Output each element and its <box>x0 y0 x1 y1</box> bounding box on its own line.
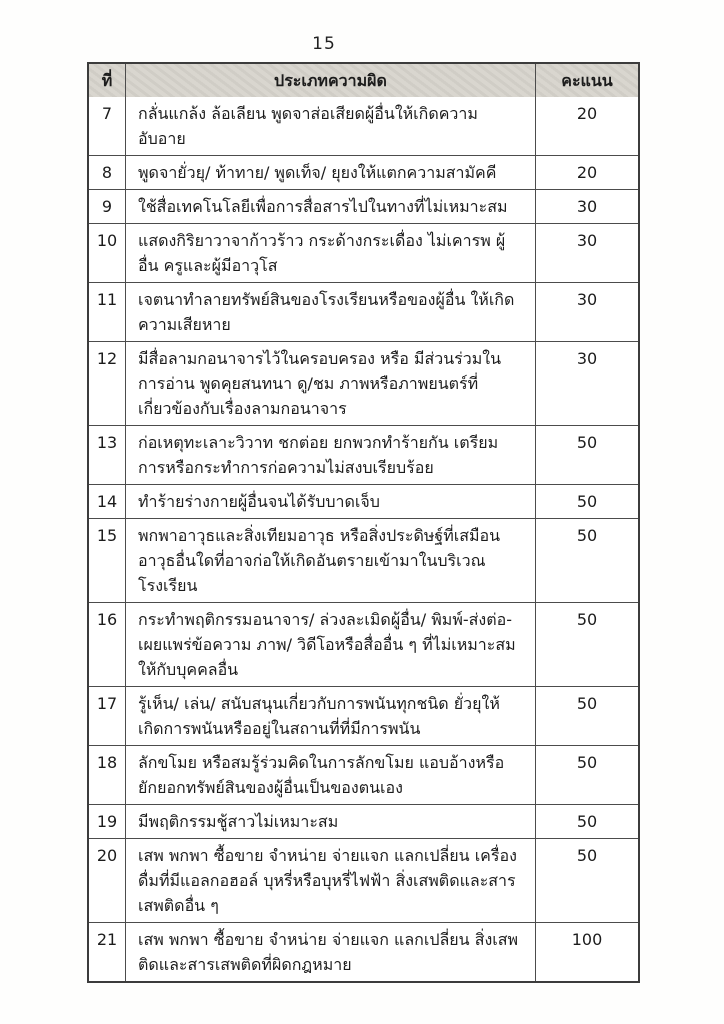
table-row <box>89 804 638 838</box>
table-row <box>89 341 638 425</box>
table-row <box>89 686 638 745</box>
offense-description-cell: ใช้สื่อเทคโนโลยีเพื่อการสื่อสารไปในทางที่ไม่เหมาะสม <box>125 190 536 223</box>
offense-description-cell: พกพาอาวุธและสิ่งเทียมอาวุธ หรือสิ่งประดิษฐ์ที่เสมือนอาวุธอื่นใดที่อาจก่อให้เกิดอันตรายเข้ามาในบริเวณโรงเรียน <box>125 519 536 602</box>
offense-description-cell: เสพ พกพา ซื้อขาย จำหน่าย จ่ายแจก แลกเปลี่ยน เครื่องดื่มที่มีแอลกอฮอล์ บุหรี่หรือบุหรี่ไฟฟ้า สิ่งเสพติดและสารเสพติดอื่น ๆ <box>125 839 536 922</box>
points-cell: 20 <box>576 104 598 123</box>
points-cell: 20 <box>576 163 598 182</box>
table-row <box>89 922 638 981</box>
table-row <box>89 602 638 686</box>
points-cell: 30 <box>576 197 598 216</box>
offense-description-cell: มีพฤติกรรมชู้สาวไม่เหมาะสม <box>125 805 536 838</box>
table-row <box>89 97 638 155</box>
points-cell: 30 <box>576 349 598 368</box>
points-cell: 30 <box>576 290 598 309</box>
offense-table-body <box>89 97 638 981</box>
row-number-cell: 14 <box>96 492 118 511</box>
table-row <box>89 155 638 189</box>
row-number-cell: 12 <box>96 349 118 368</box>
offense-description-cell: แสดงกิริยาวาจาก้าวร้าว กระด้างกระเดื่อง ไม่เคารพ ผู้อื่น ครูและผู้มีอาวุโส <box>125 224 536 282</box>
points-cell: 30 <box>576 231 598 250</box>
offense-description-cell: เจตนาทำลายทรัพย์สินของโรงเรียนหรือของผู้อื่น ให้เกิดความเสียหาย <box>125 283 536 341</box>
row-number-cell: 16 <box>96 610 118 629</box>
points-cell: 50 <box>576 610 598 629</box>
points-cell: 50 <box>576 753 598 772</box>
table-row <box>89 838 638 922</box>
row-number-cell: 15 <box>96 526 118 545</box>
offense-description-cell: พูดจายั่วยุ/ ท้าทาย/ พูดเท็จ/ ยุยงให้แตกความสามัคคี <box>125 156 536 189</box>
row-number-cell: 9 <box>101 197 113 216</box>
table-row <box>89 518 638 602</box>
points-cell: 50 <box>576 694 598 713</box>
offense-description-cell: เสพ พกพา ซื้อขาย จำหน่าย จ่ายแจก แลกเปลี่ยน สิ่งเสพติดและสารเสพติดที่ผิดกฎหมาย <box>125 923 536 981</box>
offense-description-cell: ลักขโมย หรือสมรู้ร่วมคิดในการลักขโมย แอบอ้างหรือยักยอกทรัพย์สินของผู้อื่นเป็นของตนเอง <box>125 746 536 804</box>
table-row <box>89 745 638 804</box>
offense-description-cell: รู้เห็น/ เล่น/ สนับสนุนเกี่ยวกับการพนันทุกชนิด ยั่วยุให้เกิดการพนันหรืออยู่ในสถานที่ที่มีการพนัน <box>125 687 536 745</box>
row-number-cell: 10 <box>96 231 118 250</box>
offense-description-cell: ก่อเหตุทะเลาะวิวาท ชกต่อย ยกพวกทำร้ายกัน เตรียมการหรือกระทำการก่อความไม่สงบเรียบร้อย <box>125 426 536 484</box>
column-header-no: ที่ <box>101 71 113 90</box>
row-number-cell: 20 <box>96 846 118 865</box>
table-row <box>89 425 638 484</box>
table-row <box>89 484 638 518</box>
points-cell: 50 <box>576 433 598 452</box>
row-number-cell: 8 <box>101 163 113 182</box>
row-number-cell: 13 <box>96 433 118 452</box>
points-cell: 50 <box>576 492 598 511</box>
points-cell: 50 <box>576 812 598 831</box>
points-cell: 100 <box>571 930 603 949</box>
column-header-offense-type: ประเภทความผิด <box>125 64 536 97</box>
offense-description-cell: กระทำพฤติกรรมอนาจาร/ ล่วงละเมิดผู้อื่น/ พิมพ์-ส่งต่อ-เผยแพร่ข้อความ ภาพ/ วิดีโอหรือสื่ออื่น ๆ ที่ไม่เหมาะสมให้กับบุคคลอื่น <box>125 603 536 686</box>
offense-description-cell: กลั่นแกล้ง ล้อเลียน พูดจาส่อเสียดผู้อื่นให้เกิดความอับอาย <box>125 97 536 155</box>
page-number: 15 <box>312 34 336 54</box>
row-number-cell: 11 <box>96 290 118 309</box>
table-row <box>89 223 638 282</box>
row-number-cell: 19 <box>96 812 118 831</box>
offense-table <box>87 62 640 983</box>
row-number-cell: 18 <box>96 753 118 772</box>
row-number-cell: 17 <box>96 694 118 713</box>
table-row <box>89 189 638 223</box>
row-number-cell: 21 <box>96 930 118 949</box>
points-cell: 50 <box>576 526 598 545</box>
offense-description-cell: มีสื่อลามกอนาจารไว้ในครอบครอง หรือ มีส่วนร่วมในการอ่าน พูดคุยสนทนา ดู/ชม ภาพหรือภาพยนตร์ที่เกี่ยวข้องกับเรื่องลามกอนาจาร <box>125 342 536 425</box>
points-cell: 50 <box>576 846 598 865</box>
offense-description-cell: ทำร้ายร่างกายผู้อื่นจนได้รับบาดเจ็บ <box>125 485 536 518</box>
table-header-row <box>89 64 638 97</box>
column-header-points: คะแนน <box>561 71 613 90</box>
row-number-cell: 7 <box>101 104 113 123</box>
table-row <box>89 282 638 341</box>
